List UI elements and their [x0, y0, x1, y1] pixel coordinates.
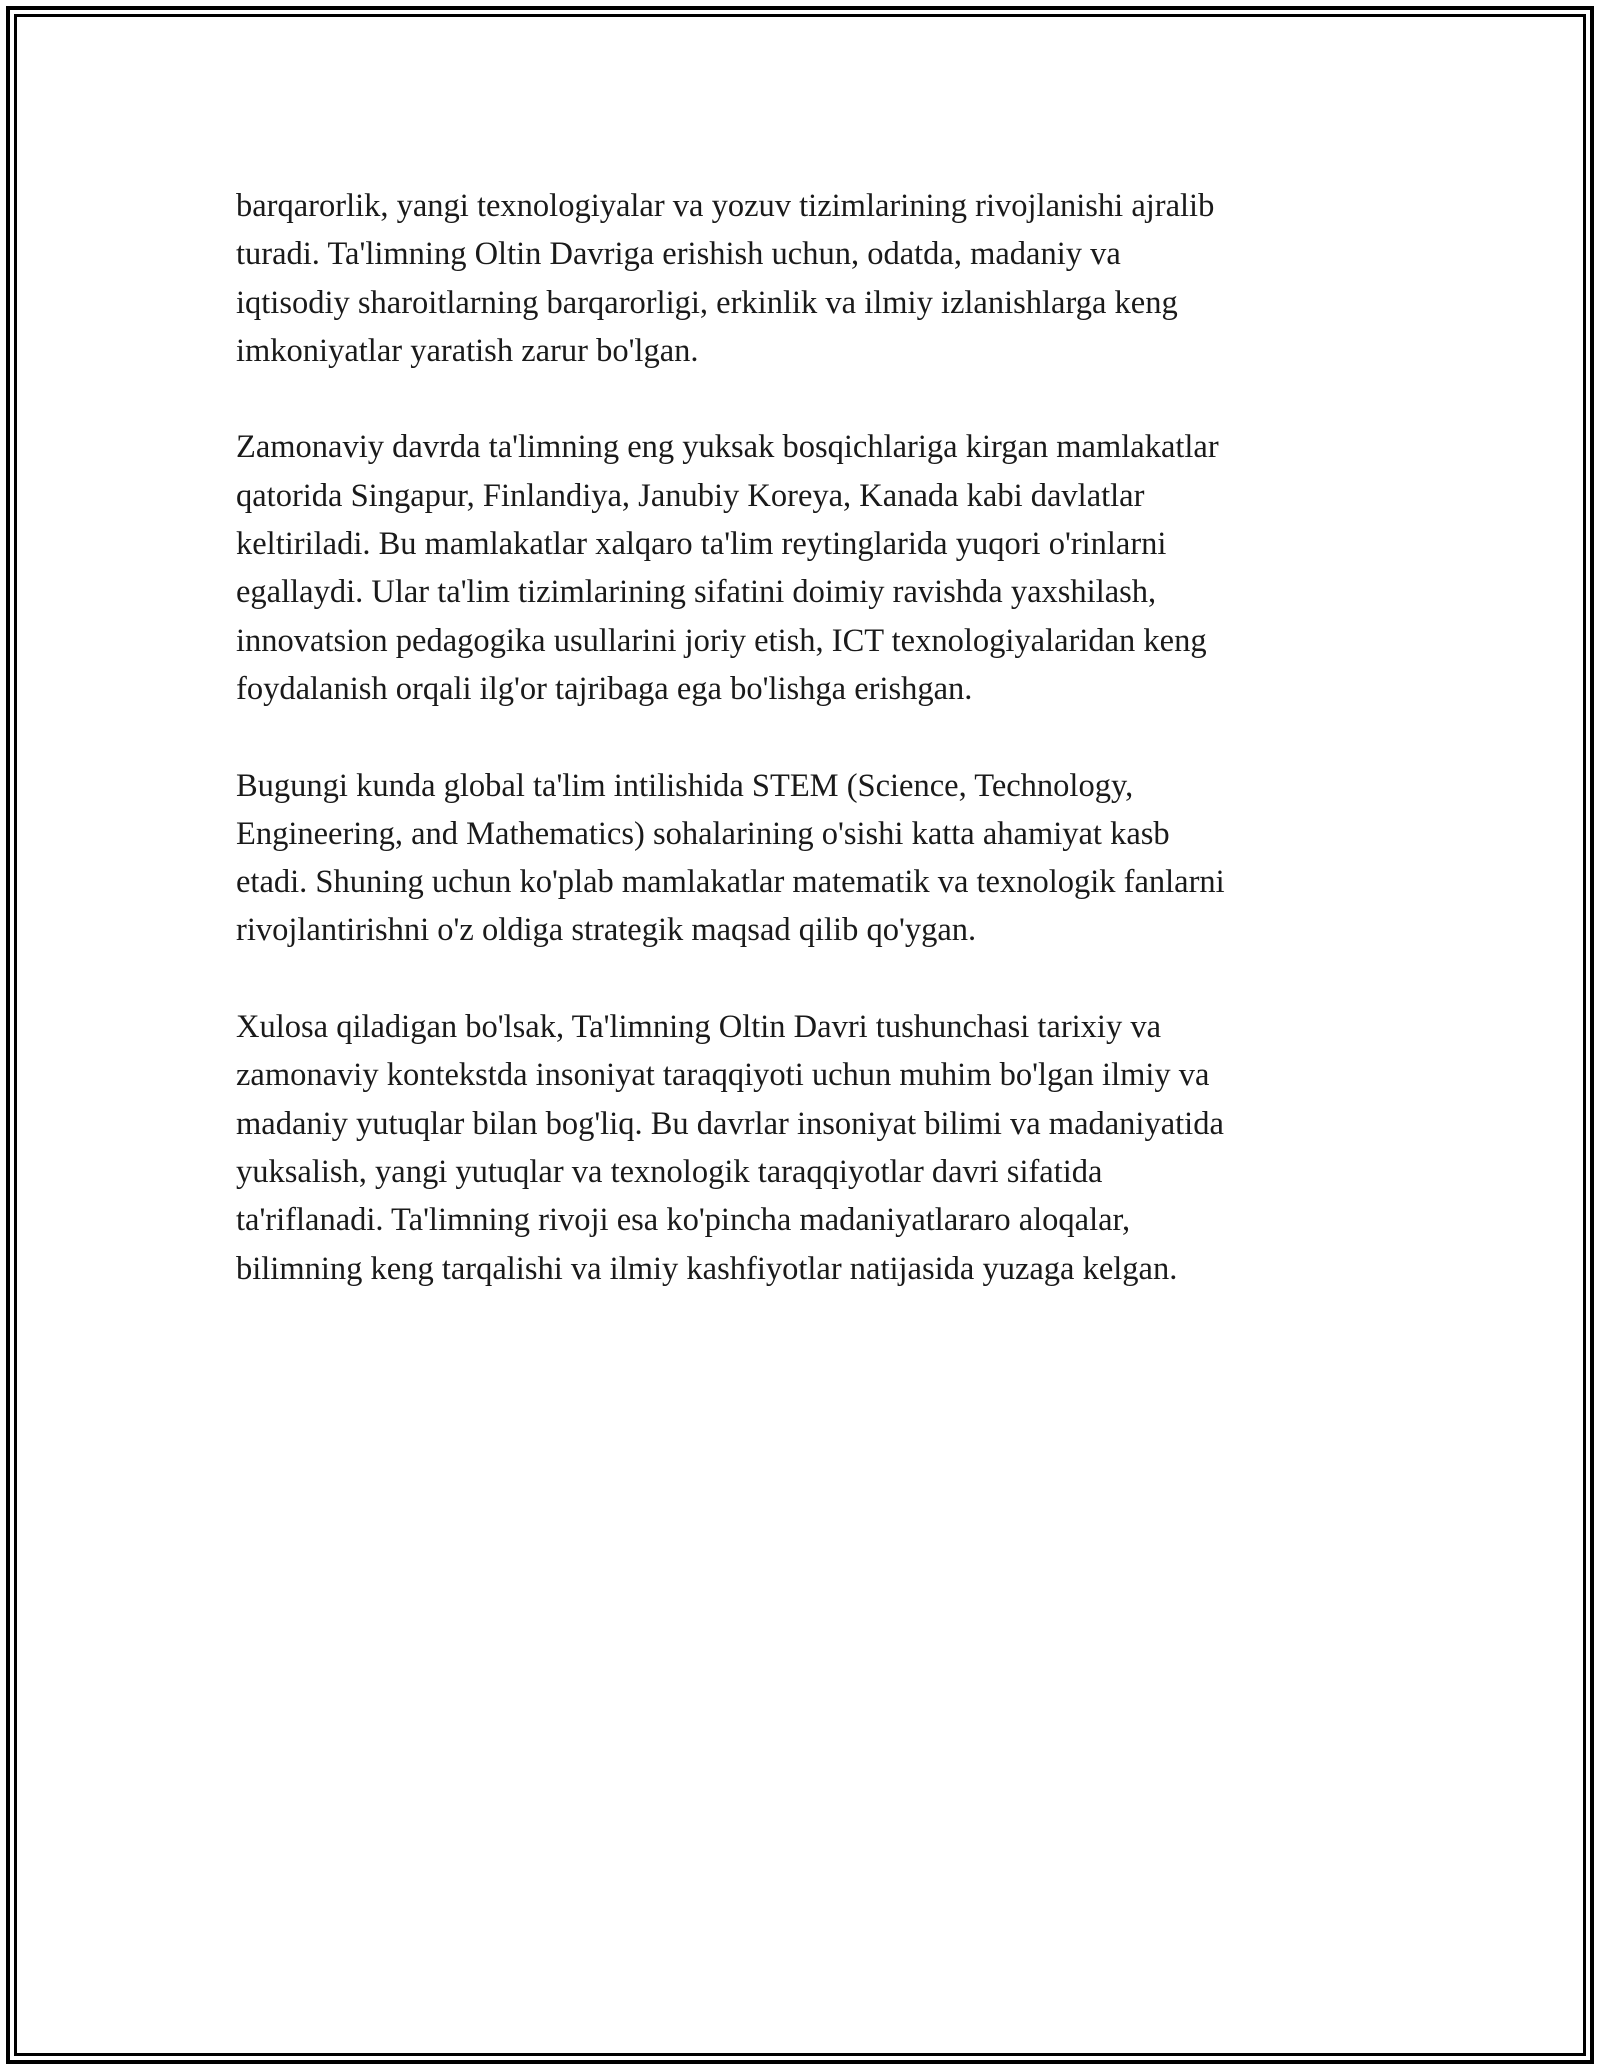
text-line: zamonaviy kontekstda insoniyat taraqqiyoti uchun muhim bo'lgan ilmiy va	[236, 1057, 1210, 1094]
document-body	[236, 182, 1376, 1341]
text-line: Bugungi kunda global ta'lim intilishida STEM (Science, Technology,	[236, 767, 1134, 804]
text-line: imkoniyatlar yaratish zarur bo'lgan.	[236, 332, 699, 369]
text-line: yuksalish, yangi yutuqlar va texnologik taraqqiyotlar davri sifatida	[236, 1153, 1103, 1190]
text-line: turadi. Ta'limning Oltin Davriga erishish uchun, odatda, madaniy va	[236, 236, 1121, 273]
text-line: madaniy yutuqlar bilan bog'liq. Bu davrlar insoniyat bilimi va madaniyatida	[236, 1105, 1224, 1142]
text-line: rivojlantirishni o'z oldiga strategik maqsad qilib qo'ygan.	[236, 912, 977, 949]
text-line: qatorida Singapur, Finlandiya, Janubiy Koreya, Kanada kabi davlatlar	[236, 477, 1145, 514]
paragraph-3	[236, 762, 1376, 955]
text-line: Zamonaviy davrda ta'limning eng yuksak bosqichlariga kirgan mamlakatlar	[236, 429, 1219, 466]
text-line: Engineering, and Mathematics) sohalarining o'sishi katta ahamiyat kasb	[236, 815, 1170, 852]
text-line: etadi. Shuning uchun ko'plab mamlakatlar matematik va texnologik fanlarni	[236, 864, 1225, 901]
text-line: bilimning keng tarqalishi va ilmiy kashfiyotlar natijasida yuzaga kelgan.	[236, 1250, 1178, 1287]
paragraph-2	[236, 423, 1376, 713]
text-line: innovatsion pedagogika usullarini joriy etish, ICT texnologiyalaridan keng	[236, 622, 1207, 659]
text-line: ta'riflanadi. Ta'limning rivoji esa ko'pincha madaniyatlararo aloqalar,	[236, 1202, 1131, 1239]
text-line: foydalanish orqali ilg'or tajribaga ega bo'lishga erishgan.	[236, 670, 973, 707]
text-line: barqarorlik, yangi texnologiyalar va yozuv tizimlarining rivojlanishi ajralib	[236, 188, 1215, 224]
paragraph-4	[236, 1003, 1376, 1293]
text-line: iqtisodiy sharoitlarning barqarorligi, erkinlik va ilmiy izlanishlarga keng	[236, 284, 1178, 321]
text-line: Xulosa qiladigan bo'lsak, Ta'limning Oltin Davri tushunchasi tarixiy va	[236, 1009, 1162, 1046]
text-line: egallaydi. Ular ta'lim tizimlarining sifatini doimiy ravishda yaxshilash,	[236, 574, 1157, 611]
text-line: keltiriladi. Bu mamlakatlar xalqaro ta'lim reytinglarida yuqori o'rinlarni	[236, 526, 1167, 563]
paragraph-1	[236, 182, 1376, 375]
